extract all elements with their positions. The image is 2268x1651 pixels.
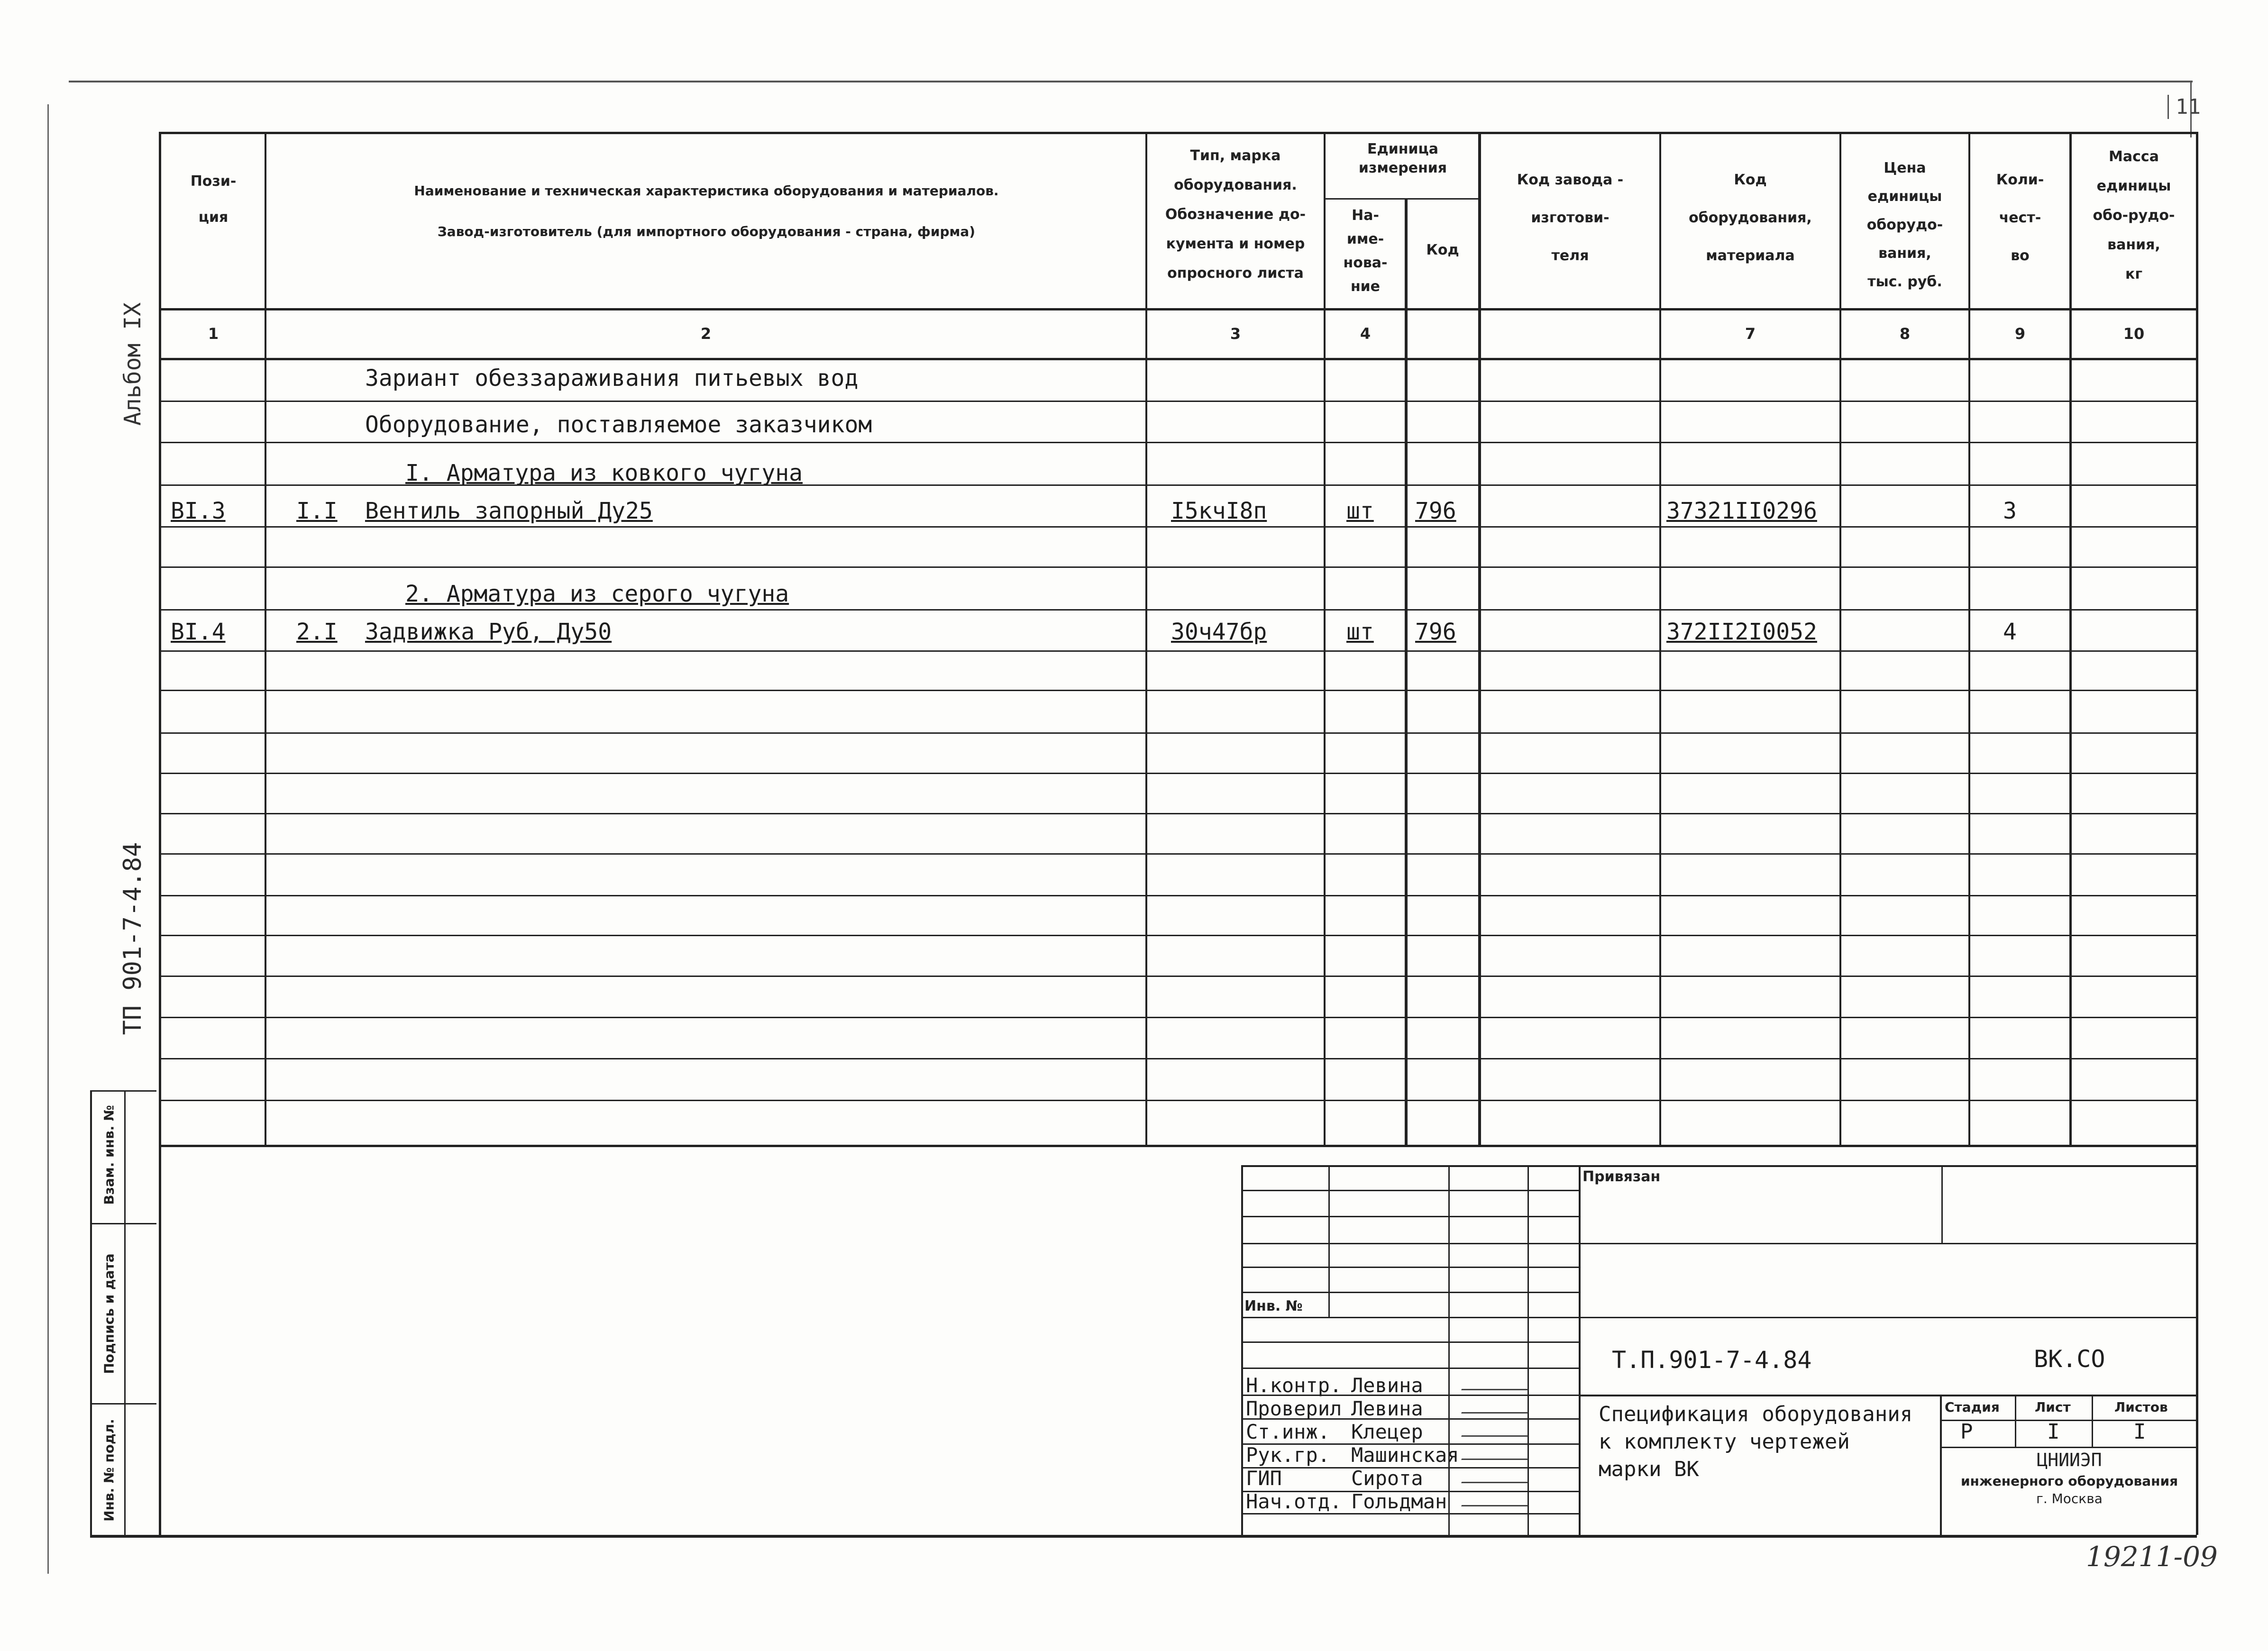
tb-code-bottom — [1579, 1395, 2198, 1396]
row-line — [161, 853, 2198, 855]
staff-role: Ст.инж. — [1246, 1420, 1330, 1443]
header-unit-code: Код — [1426, 242, 1459, 258]
header-price: Цена единицы оборудо- вания, тыс. руб. — [1866, 160, 1943, 290]
document-title: Спецификация оборудования к комплекту чертежей марки ВК — [1599, 1402, 1913, 1481]
sheet-value: I — [2047, 1420, 2060, 1444]
row1-number: I.I — [296, 498, 338, 524]
row1-unit-code: 796 — [1415, 498, 1456, 524]
signature-scribble — [1461, 1393, 1535, 1414]
col-number-7: 7 — [1745, 325, 1756, 343]
tb-row-line — [1241, 1341, 1579, 1343]
group1-title: I. Арматура из ковкого чугуна — [405, 460, 803, 486]
tb-row-line — [1241, 1190, 1579, 1191]
col-number-3: 3 — [1230, 325, 1241, 343]
tb-row-line — [1241, 1317, 1579, 1318]
tb-mid-1 — [1579, 1317, 2198, 1318]
row-line — [161, 526, 2198, 528]
frame-left-outer — [47, 104, 49, 1574]
staff-role: Рук.гр. — [1246, 1443, 1330, 1467]
staff-role: ГИП — [1246, 1467, 1282, 1490]
corner-sheet-number: 11 — [2167, 95, 2201, 119]
tp-code-margin: ТП 901-7-4.84 — [119, 842, 147, 1035]
row-line — [161, 895, 2198, 896]
sheets-label: Листов — [2114, 1399, 2168, 1415]
row-line — [161, 650, 2198, 652]
staff-role: Н.контр. — [1246, 1374, 1342, 1397]
header-equipment-code: Код оборудования, материала — [1689, 172, 1812, 264]
table-header-bottom — [161, 308, 2198, 310]
row-line — [161, 732, 2198, 734]
col-number-9: 9 — [2014, 325, 2026, 343]
row-line — [161, 813, 2198, 814]
tb-stage-col-2 — [2092, 1395, 2093, 1448]
album-label: Альбом IX — [119, 302, 146, 426]
signature-scribble — [1461, 1486, 1535, 1506]
table-right — [2196, 132, 2198, 1535]
row-line — [161, 976, 2198, 977]
group2-title: 2. Арматура из серого чугуна — [405, 581, 789, 607]
staff-name: Машинская — [1351, 1443, 1459, 1467]
signature-scribble — [1461, 1440, 1535, 1460]
col-number-4: 4 — [1360, 325, 1371, 343]
subsection-title: Оборудование, поставляемое заказчиком — [365, 411, 872, 438]
tb-privyazan-split — [1941, 1165, 1943, 1243]
signature-scribble — [1461, 1370, 1535, 1390]
row-line — [161, 566, 2198, 568]
stamp-div-2 — [90, 1403, 156, 1405]
row1-unit: шт — [1346, 498, 1374, 524]
signature-scribble — [1461, 1416, 1535, 1437]
header-unit-name: На- име- нова- ние — [1343, 207, 1388, 295]
staff-name: Гольдман — [1351, 1490, 1447, 1513]
row2-code: 372II2I0052 — [1666, 619, 1817, 645]
row-line — [161, 1017, 2198, 1018]
tb-row-line — [1241, 1368, 1579, 1369]
sheets-value: I — [2133, 1420, 2146, 1444]
tb-col-a — [1328, 1165, 1330, 1317]
table-bottom — [161, 1145, 2198, 1147]
header-mass: Масса единицы обо-рудо- вания, кг — [2093, 148, 2175, 283]
section-title: Зариант обеззараживания питьевых вод — [365, 365, 859, 392]
row-line — [161, 935, 2198, 936]
header-type: Тип, марка оборудования. Обозначение до- кумента и номер опросного листа — [1165, 147, 1306, 282]
tb-row-line — [1241, 1216, 1579, 1217]
row1-position: BI.3 — [171, 498, 226, 524]
tb-col-d — [1579, 1165, 1581, 1536]
stamp-label-inv-podl: Инв. № подл. — [101, 1419, 117, 1522]
row2-unit: шт — [1346, 619, 1374, 645]
row2-type: 30ч47бр — [1171, 619, 1267, 645]
tb-row-line — [1241, 1513, 1579, 1514]
frame-top — [69, 81, 2193, 82]
tb-left — [1241, 1165, 1243, 1536]
row-line — [161, 1100, 2198, 1101]
inv-label: Инв. № — [1244, 1298, 1303, 1314]
row2-name: Задвижка Руб, Ду50 — [365, 619, 612, 645]
staff-name: Сирота — [1351, 1467, 1423, 1490]
col-number-8: 8 — [1899, 325, 1911, 343]
header-position: Пози- ция — [190, 173, 237, 226]
row-line — [161, 773, 2198, 774]
row-line — [161, 690, 2198, 691]
staff-name: Левина — [1351, 1374, 1423, 1397]
stamp-label-signature: Подпись и дата — [101, 1253, 117, 1374]
row-line — [161, 609, 2198, 611]
row-line — [161, 1058, 2198, 1059]
row-line — [161, 401, 2198, 402]
header-quantity: Коли- чест- во — [1996, 172, 2044, 264]
tb-row-line — [1241, 1292, 1579, 1293]
row2-quantity: 4 — [2003, 619, 2017, 645]
row-line — [161, 442, 2198, 443]
tb-row-line — [1241, 1267, 1579, 1268]
table-numbers-bottom — [161, 358, 2198, 360]
signature-scribble — [1461, 1463, 1535, 1483]
tb-stage-col-1 — [2015, 1395, 2016, 1448]
row2-unit-code: 796 — [1415, 619, 1456, 645]
tb-row-line — [1241, 1243, 1579, 1244]
tb-stage-values-bottom — [1940, 1447, 2198, 1448]
stage-value: Р — [1960, 1420, 1973, 1444]
sheet-label: Лист — [2035, 1399, 2071, 1415]
tb-top — [1241, 1165, 2198, 1167]
privyazan-label: Привязан — [1582, 1168, 1661, 1185]
staff-role: Нач.отд. — [1246, 1490, 1342, 1513]
header-name: Наименование и техническая характеристика оборудования и материалов. Завод-изготовитель (для импортного оборудования - страна, фирма) — [414, 183, 999, 239]
tb-privyazan-bottom — [1579, 1243, 2198, 1244]
tb-stage-bottom — [1940, 1420, 2198, 1421]
mark-code: ВК.СО — [2034, 1345, 2105, 1373]
stamp-left — [90, 1090, 92, 1536]
col-number-1: 1 — [208, 325, 219, 343]
row2-number: 2.I — [296, 619, 338, 645]
stamp-label-vzam: Взам. инв. № — [101, 1105, 117, 1205]
row1-name: Вентиль запорный Ду25 — [365, 498, 653, 524]
stamp-top — [90, 1090, 156, 1092]
header-unit-group: Единица измерения — [1358, 141, 1447, 176]
stamp-div-1 — [90, 1223, 156, 1224]
col-line-6 — [1659, 132, 1661, 1146]
margin-bottom-line — [90, 1535, 2197, 1538]
stamp-mid — [124, 1090, 126, 1536]
staff-role: Проверил — [1246, 1397, 1342, 1420]
row2-position: BI.4 — [171, 619, 226, 645]
col-line-5 — [1478, 132, 1481, 1146]
unit-group-line — [1324, 198, 1480, 200]
row1-type: I5кчI8п — [1171, 498, 1267, 524]
doc-code: Т.П.901-7-4.84 — [1612, 1346, 1812, 1374]
tb-col-b — [1448, 1165, 1450, 1536]
staff-name: Клецер — [1351, 1420, 1423, 1443]
col-line-8 — [1968, 132, 1970, 1146]
table-top — [161, 132, 2198, 134]
col-number-2: 2 — [700, 325, 712, 343]
col-number-10: 10 — [2123, 325, 2145, 343]
col-line-1 — [265, 132, 266, 1146]
bottom-number: 19211-09 — [2086, 1541, 2218, 1573]
row1-quantity: 3 — [2003, 498, 2017, 524]
stage-label: Стадия — [1945, 1399, 2000, 1415]
staff-name: Левина — [1351, 1397, 1423, 1420]
row1-code: 37321II0296 — [1666, 498, 1817, 524]
header-maker-code: Код завода - изготови- теля — [1517, 172, 1624, 264]
organization: ЦНИИЭП инженерного оборудования г. Москва — [1960, 1450, 2178, 1506]
